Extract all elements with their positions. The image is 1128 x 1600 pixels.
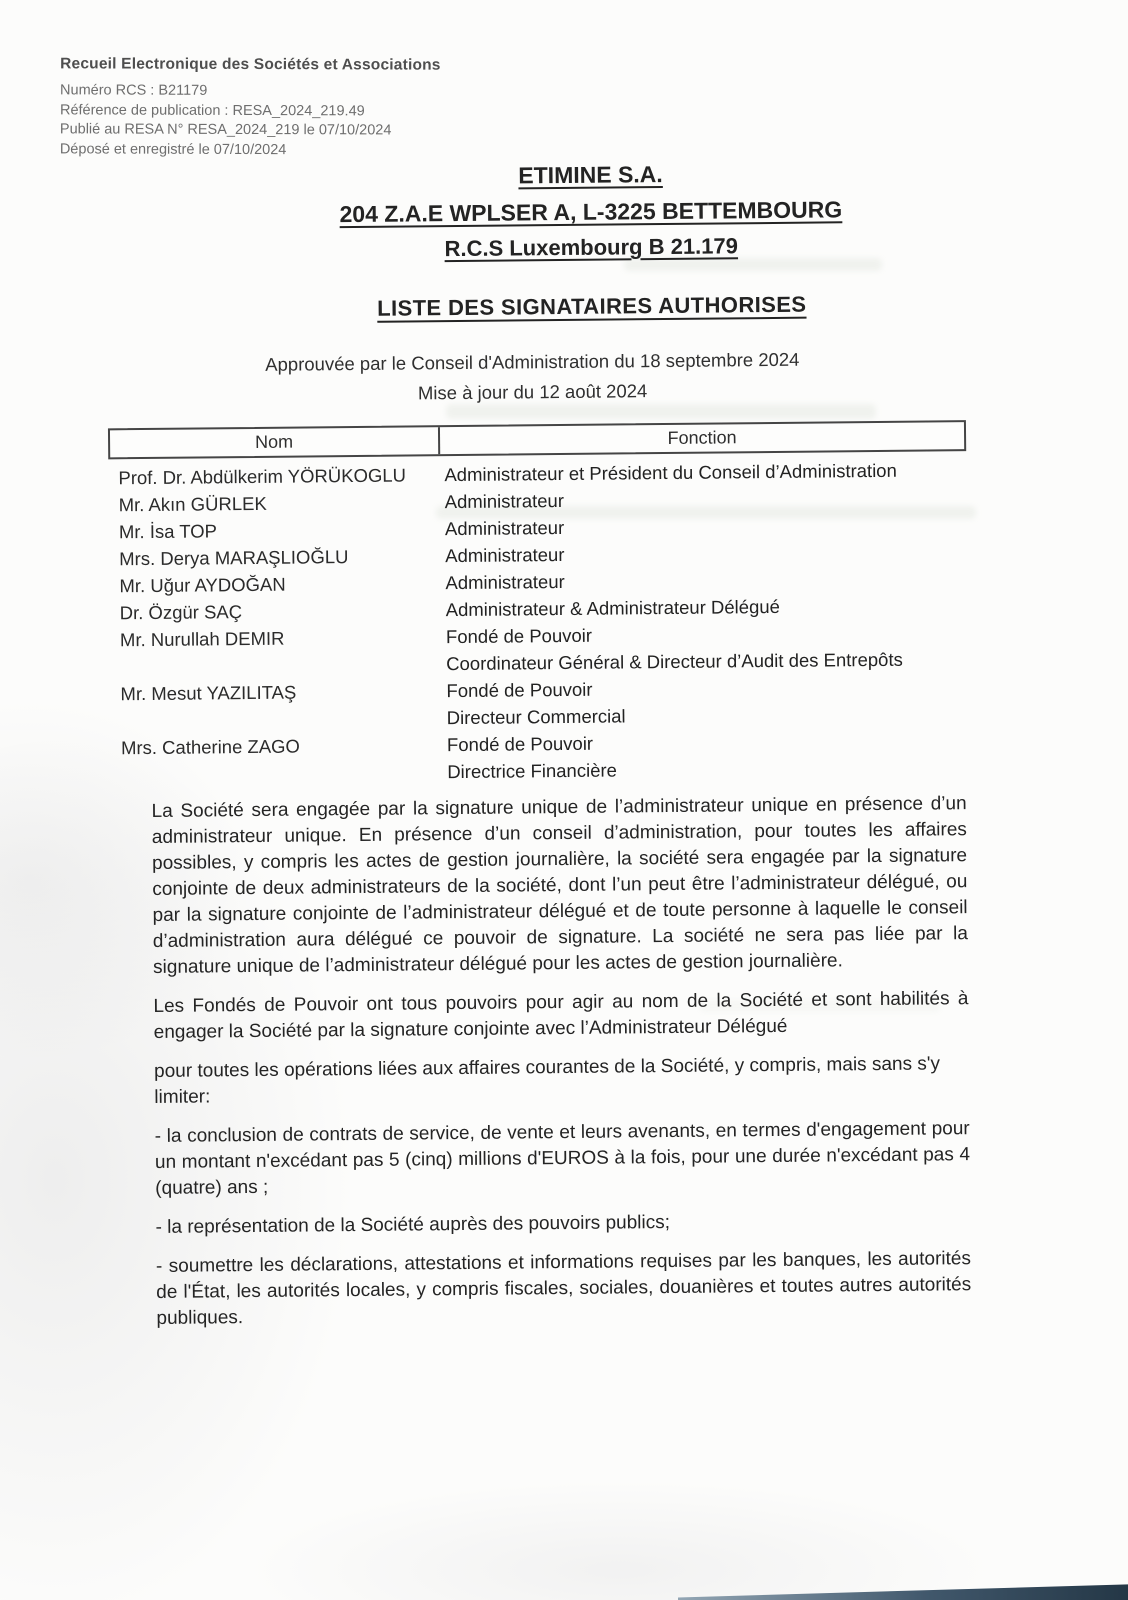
signatory-functions	[443, 672, 968, 731]
approval-note	[102, 343, 963, 411]
signatory-function: Coordinateur Général & Directeur d’Audit des Entrepôts	[446, 648, 903, 675]
company-heading	[165, 158, 1016, 265]
publisher-title: Recueil Electronique des Sociétés et Associations	[60, 55, 441, 74]
signatory-name: Prof. Dr. Abdülkerim YÖRÜKOGLU	[118, 464, 407, 489]
signatory-function: Fondé de Pouvoir	[446, 678, 593, 702]
signatory-function: Directeur Commercial	[446, 705, 626, 729]
table-row	[110, 672, 968, 734]
table-row	[111, 726, 969, 788]
approval-line-1: Approuvée par le Conseil d'Administration du 18 septembre 2024	[265, 348, 800, 375]
signatory-name: Dr. Özgür SAÇ	[119, 601, 243, 624]
bullet-contracts: - la conclusion de contrats de service, de vente et leurs avenants, en termes d'engagement pour un montant n'excédant pas 5 (cinq) millions d'EUROS à la fois, pour une durée n'excédant pas 4 (quatre) ans ;	[154, 1118, 971, 1199]
paragraph-operations-intro: pour toutes les opérations liées aux affaires courantes de la Société, y compris, mais sans s'y limiter:	[154, 1053, 941, 1108]
signatory-function: Administrateur	[445, 543, 565, 567]
signatory-name: Mr. Nurullah DEMIR	[119, 627, 285, 651]
table-row	[110, 618, 968, 680]
signatory-function: Administrateur et Président du Conseil d’Administration	[444, 459, 897, 486]
signatory-function: Administrateur	[444, 516, 565, 540]
column-header-name: Nom	[110, 427, 440, 457]
signatory-function: Administrateur	[444, 489, 565, 513]
paragraph-fondes-pouvoir: Les Fondés de Pouvoir ont tous pouvoirs pour agir au nom de la Société et sont habilités à engager la Société par la signature conjointe avec l’Administrateur Délégué	[153, 988, 969, 1043]
rcs-number-line: Numéro RCS : B21179	[60, 82, 208, 99]
deposited-line: Déposé et enregistré le 07/10/2024	[59, 140, 287, 158]
approval-line-2: Mise à jour du 12 août 2024	[417, 380, 648, 404]
bullet-declarations: - soumettre les déclarations, attestations et informations requises par les banques, les autorités de l'État, les autorités locales, y compris fiscales, sociales, douanières et toutes autres autorités publiques.	[155, 1248, 972, 1329]
signatory-function: Fondé de Pouvoir	[446, 732, 594, 756]
signatory-function: Administrateur	[445, 570, 565, 594]
signatory-name: Mr. İsa TOP	[118, 520, 218, 543]
bullet-representation: - la représentation de la Société auprès des pouvoirs publics;	[155, 1212, 671, 1238]
table-body	[108, 451, 969, 788]
publication-reference-line: Référence de publication : RESA_2024_219.49	[59, 101, 365, 119]
column-header-function: Fonction	[667, 427, 737, 448]
signatory-function: Directrice Financière	[447, 759, 617, 783]
signatory-function: Fondé de Pouvoir	[445, 624, 593, 648]
signatory-functions	[443, 618, 968, 677]
signatory-name: Mrs. Catherine ZAGO	[120, 735, 300, 759]
paragraph-signature-rules: La Société sera engagée par la signature unique de l’administrateur unique en présence d’un administrateur unique. En présence d’un conseil d’administration, pour toutes les affaires possibles, y compris les actes de gestion journalière, la société sera engagée par la signature conjointe de deux administrateurs de la société, dont l’un peut être l’administrateur délégué, ou par la signature conjointe de l’administrateur délégué et de toute personne à laquelle le conseil d’administration aura délégué ce pouvoir de signature. La société ne sera pas liée par la signature unique de l’administrateur délégué pour les actes de gestion journalière.	[151, 793, 968, 978]
signatories-table	[108, 420, 969, 788]
signatory-name: Mr. Uğur AYDOĞAN	[119, 573, 286, 597]
document-title: LISTE DES SIGNATAIRES AUTHORISES	[377, 291, 807, 321]
published-line: Publié au RESA N° RESA_2024_219 le 07/10/2024	[59, 121, 392, 139]
company-name: ETIMINE S.A.	[518, 161, 663, 189]
signatory-name: Mr. Mesut YAZILITAŞ	[120, 681, 297, 705]
company-rcs: R.C.S Luxembourg B 21.179	[444, 233, 739, 262]
signatory-functions	[444, 726, 969, 785]
document-body	[152, 791, 972, 1332]
company-address: 204 Z.A.E WPLSER A, L-3225 BETTEMBOURG	[339, 196, 843, 228]
signatory-name: Mr. Akın GÜRLEK	[118, 492, 267, 516]
signatory-name: Mrs. Derya MARAŞLIOĞLU	[119, 546, 349, 570]
signatory-function: Administrateur & Administrateur Délégué	[445, 595, 780, 621]
